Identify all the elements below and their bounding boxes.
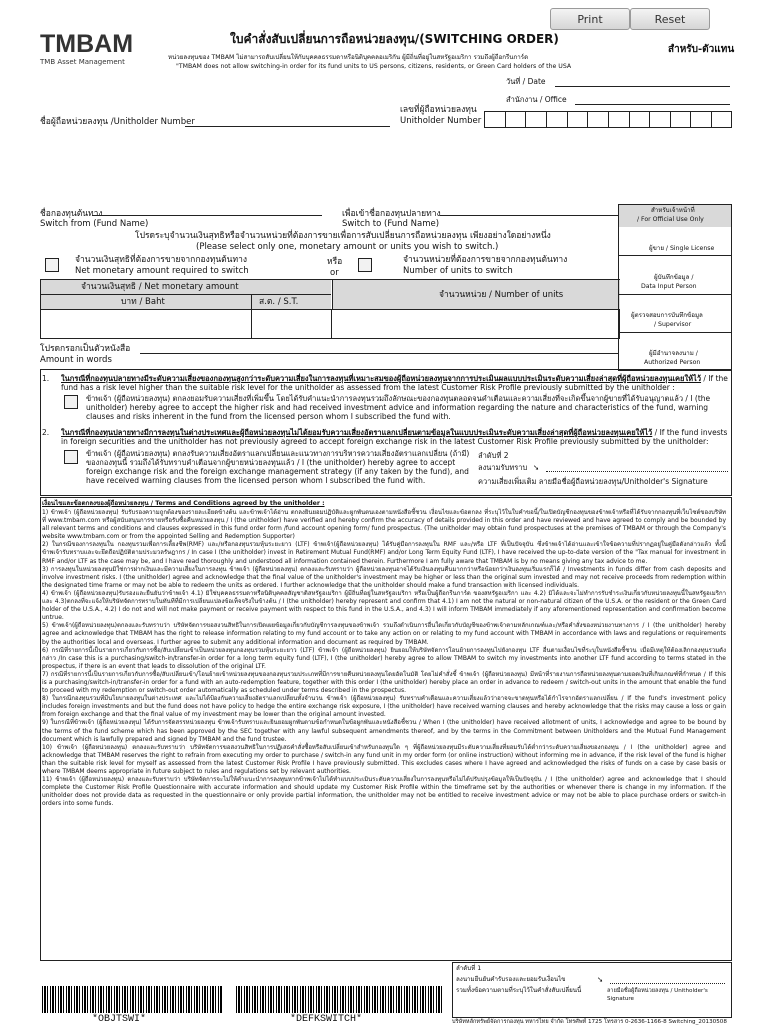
words-label-th: โปรดกรอกเป็นตัวหนังสือ — [40, 344, 131, 354]
risk-signature-order: ลำดับที่ 2 — [478, 451, 509, 460]
units-checkbox[interactable] — [358, 258, 372, 272]
brand-logo: TMBAM — [40, 30, 134, 58]
date-field[interactable] — [555, 86, 730, 87]
term-8: 8) ในกรณีกองทุนรวมที่มีนโยบายลงทุนในต่างประเทศ และไม่ได้ป้องกันความเสี่ยงอัตราแลกเปลี่ยนทั้งจำนวน ข้าพเจ้า (ผู้ถือหน่วยลงทุน) รับทราบคำเตือนและความเสี่ยงแล้วว่าอาจจะขาดทุนหรือได้กำไรจากอัตราแลกเปลี่ยน / If the fund's investment policy includes foreign investments and but the fund does not have policy to hedge the entire exchange risk exposure, I (the unitholder) have received warning clauses and hereby acknowledge that the risks may cause a loss or gain from foreign exchange and that the final value of my investment may be lower than the original amount invested. — [42, 695, 726, 719]
final-signature-order: ลำดับที่ 1 — [456, 965, 482, 972]
term-9: 9) ในกรณีที่ข้าพเจ้า (ผู้ถือหน่วยลงทุน) ได้รับการจัดสรรหน่วยลงทุน ข้าพเจ้ารับทราบและยินยอมผูกพันตามข้อกำหนดในข้อผูกพันและหนังสือชี้ชวน / When I (the unitholder) have received allotment of units, I acknowledge and agree to be bound by the terms of the fund scheme which has been approved by the SEC together with any lawful subsequent amendments thereof, and by the terms in the Commitment between Unitholders and the Mutual Fund Management document which is lawfully prepared and signed by TMBAM and the fund trustee. — [42, 719, 726, 743]
unitholder-name-field[interactable] — [185, 126, 390, 127]
official-use-box — [618, 204, 732, 371]
or-label-en: or — [330, 268, 339, 278]
risk-2-number: 2. — [42, 428, 50, 437]
risk-2-head: ในกรณีที่กองทุนปลายทางมีการลงทุนในต่างประเทศและผู้ถือหน่วยลงทุนไม่ได้ยอมรับความเสี่ยงอัตราแลกเปลี่ยนตามข้อมูลในแบบประเมินระดับความเสี่ยงล่าสุดที่ผู้ถือหน่วยลงทุนเคยให้ไว้ — [61, 428, 653, 437]
copy-label: สำหรับ-ตัวแทน — [668, 44, 735, 55]
term-7: 7) กรณีที่รายการนี้เป็นรายการเกี่ยวกับการซื้อ/สับเปลี่ยนเข้า/โอนย้ายเข้าหน่วยลงทุนของกองทุนรวมประเภทที่มีการขายคืนหน่วยลงทุนโดยอัตโนมัติ โดยไม่คำสั่งชี้ ข้าพเจ้า (ผู้ถือหน่วยลงทุน) มีหน้าที่รายงานการถือหน่วยลงทุนตามยอดเงินที่เกินเกณฑ์ที่กำหนด / If this is a purchasing/switch-in/transfer-in order for a fund with an auto-redemption feature, together with this order I (the unitholder) hereby place an order in advance to redeem / switch-out units in the amount that enable the fund to proceed with my redemption or switch-out order automatically as scheduled under terms described in the prospectus. — [42, 670, 726, 695]
net-amount-label-en: Net monetary amount required to switch — [75, 266, 249, 276]
term-6: 6) กรณีที่รายการนี้เป็นรายการเกี่ยวกับการซื้อ/สับเปลี่ยนเข้าเป็นหน่วยลงทุนกองทุนรวมหุ้นระยะยาว (LTF) ข้าพเจ้า (ผู้ถือหน่วยลงทุน) ยินยอมให้บริษัทจัดการโอนย้ายการลงทุนไปยังกองทุน LTF อื่นตามเงื่อนไขที่ระบุในหนังสือชี้ชวน เมื่อมีเหตุให้ต้องเลิกกองทุนรวมดังกล่าว /In case this is a purchasing/switch-in/transfer-in order for a long term equity fund (LTF), I (the unitholder) hereby agree to allow TMBAM to switch my investments into another LTF fund according to terms stated in the prospectus, if there is an event that leads to dissolution of the original LTF. — [42, 646, 726, 670]
barcode-objtswi-text: *OBJTSWI* — [92, 1014, 147, 1025]
final-arrow-icon: ➘ — [597, 975, 604, 984]
units-header: จำนวนหน่วย / Number of units — [439, 290, 564, 300]
st-input[interactable] — [252, 310, 331, 338]
words-field[interactable] — [140, 353, 618, 354]
supervisor-label-th: ผู้ตรวจสอบการบันทึกข้อมูล — [631, 312, 703, 319]
term-3: 3) การลงทุนในหน่วยลงทุนมิใช่การฝากเงินและมีความเสี่ยงในการลงทุน ข้าพเจ้า (ผู้ถือหน่วยลงทุน) ตกลงและรับทราบว่า ผู้ถือหน่วยลงทุนอาจได้รับเงินลงทุนคืนมากกว่าหรือน้อยกว่าเงินลงทุนเริ่มแรกก็ได้ / Investments in funds differ from cash deposits and involve investment risks. I (the unitholder) agree and acknowledge that the final value of the unitholder's investment may be higher or less than the original sum invested and may not receive proceeds from redemption within the designated time frame or may not be able to redeem the units as ordered. I further acknowledge that the unitholder should make a fund transaction with licensed individuals. — [42, 565, 726, 589]
baht-input[interactable] — [41, 310, 251, 338]
unitholder-number-field[interactable] — [484, 111, 732, 128]
unitholder-name-label: ชื่อผู้ถือหน่วยลงทุน /Unitholder Number — [40, 117, 195, 127]
final-signature-line1: ลงนามยืนยันคำรับรองและยอมรับเงื่อนไข — [456, 976, 566, 983]
risk-signature-ack: ลงนามรับทราบ — [478, 463, 528, 472]
instruction-en: (Please select only one, monetary amount or units you wish to switch.) — [196, 242, 499, 252]
risk-2-ack: ข้าพเจ้า (ผู้ถือหน่วยลงทุน) ตกลงรับความเสี่ยงอัตราแลกเปลี่ยนและแนวทางการบริหารความเสี่ยงอัตราแลกเปลี่ยน (ถ้ามี) ของกองทุนนี้ รวมถึงได้รับทราบคำเตือนจากผู้ขายหน่วยลงทุนแล้ว / I (the unitholder) hereby agree to accept foreign exchange risk and the foreign exchange management strategy (if any taken by the fund), and have received warning clauses from the licensed person whom I subscribed the fund with. — [86, 449, 470, 485]
st-header: ส.ต. / S.T. — [259, 297, 299, 307]
arrow-icon: ➘ — [533, 463, 540, 472]
terms-title: เงื่อนไขและข้อตกลงของผู้ถือหน่วยลงทุน / Terms and Conditions agreed by the unitholder : — [42, 500, 325, 507]
term-10: 10) ข้าพเจ้า (ผู้ถือหน่วยลงทุน) ตกลงและรับทราบว่า บริษัทจัดการขอสงวนสิทธิในการปฏิเสธคำสั่งซื้อหรือสับเปลี่ยนเข้าสำหรับกองทุนใด ๆ ที่ผู้ถือหน่วยลงทุนมีระดับความเสี่ยงที่ยอมรับได้ต่ำกว่าระดับความเสี่ยงของกองทุน / I (the unitholder) agree and acknowledge that TMBAM reserves the right to refrain from executing my order to purchase / switch-in any fund unit in my order form (or online instruction) without informing me in advance, if the risk level of the fund is higher than the suitable risk level for myself as assessed from the latest Customer Risk Profile I have previously submitted. This excludes cases where I have agreed and acknowledged the risks of funds on a case by case basis or where TMBAM deems appropriate in future subject to rules and regulations set by relevant authorities. — [42, 743, 726, 775]
risk-2-en: / If the fund invests in foreign securities and the unitholder has not previously agreed to accept foreign exchange risk in the latest Customer Risk Profile previously submitted by the unitholder: — [61, 428, 728, 446]
single-license-label: ผู้ขาย / Single License — [649, 245, 715, 252]
units-label-th: จำนวนหน่วยที่ต้องการขายจากกองทุนต้นทาง — [403, 255, 568, 265]
risk-2-checkbox[interactable] — [64, 450, 78, 464]
official-use-title: สำหรับเจ้าหน้าที่ — [651, 207, 695, 214]
term-11: 11) ข้าพเจ้า (ผู้ถือหน่วยลงทุน) ตกลงและรับทราบว่า บริษัทจัดการจะไม่ให้คำแนะนำการลงทุนหากข้าพเจ้าไม่ได้ทำแบบประเมินระดับความเสี่ยงในการลงทุนหรือไม่ได้ปรับปรุงข้อมูลให้เป็นปัจจุบัน / I (the unitholder) agree and acknowledge that I should complete the Customer Risk Profile Questionnaire with accurate information and should update my Customer Risk Profile within the timeframe set by the authorities or whenever there is change in my information. If the unitholder does not provide data as requested in the questionnaire or only provide partial information, the unitholder may not be entitled to receive investment advice or may not be able to place purchase orders or switch-in orders into some funds. — [42, 776, 726, 808]
company-footer: บริษัทหลักทรัพย์จัดการกองทุน ทหารไทย จำกัด โทรศัพท์ 1725 โทรสาร 0-2636-1166-8 Switching_20130508 — [452, 1019, 727, 1025]
units-label-en: Number of units to switch — [403, 266, 513, 276]
barcode-defkswitch — [236, 986, 444, 1013]
final-signature-field[interactable] — [610, 983, 725, 984]
net-amount-header: จำนวนเงินสุทธิ / Net monetary amount — [81, 282, 239, 292]
unitholder-number-label-en: Unitholder Number — [400, 116, 482, 126]
term-1: 1) ข้าพเจ้า (ผู้ถือหน่วยลงทุน) รับรับรองความถูกต้องของรายละเอียดข้างต้น และข้าพเจ้าได้อ่าน ตกลงยินยอมปฏิบัติและผูกพันตนเองตามหนังสือชี้ชวน เงื่อนไขและข้อตกลง ที่ระบุไว้ในใบคำขอนี้/ในเปิดบัญชีกองทุนของข้าพเจ้าหรือที่ได้รับจากกองทุนที่เว็บไซต์ของบริษัท ที่ www.tmbam.com หรือผู้สนับสนุนการขายหรือรับซื้อคืนหน่วยลงทุน / I (the unitholder) have verified and hereby confirm the accuracy of details provided in this order and have reviewed and have agreed to comply and be bounded by all relevant terms and conditions and clauses expressed in this fund order form /fund account opening form/ fund prospectus. (The unitholder may obtain fund prospectuses at the premises of TMBAM or through the Company's website www.tmbam.com or from the appointed Selling and Redemption Supporter) — [42, 509, 726, 541]
data-input-label-th: ผู้บันทึกข้อมูล / — [654, 274, 694, 281]
words-label-en: Amount in words — [40, 355, 112, 365]
barcode-defkswitch-text: *DEFKSWITCH* — [290, 1014, 363, 1025]
switch-from-label: ชื่อกองทุนต้นทาง Switch from (Fund Name) — [40, 209, 149, 229]
unitholder-number-label-th: เลขที่ผู้ถือหน่วยลงทุน — [400, 105, 477, 115]
brand-subtitle: TMB Asset Management — [40, 58, 125, 66]
barcode-objtswi — [42, 986, 222, 1013]
risk-1-en: / If the fund has a risk level higher than the suitable risk level for the unitholder as assessed from the latest Customer Risk Profile previously submitted by the unitholder : — [61, 374, 728, 392]
us-notice-en: "TMBAM does not allow switching-in order for its fund units to US persons, citizens, residents, or Green Card holders of the USA — [176, 63, 572, 70]
form-title: ใบคำสั่งสับเปลี่ยนการถือหน่วยลงทุน/(SWITCHING ORDER) — [230, 32, 559, 46]
final-signature-label: ลายมือชื่อผู้ถือหน่วยลงทุน / Unitholder's Signature — [607, 988, 708, 1002]
authorized-label-th: ผู้มีอำนาจลงนาม / — [649, 350, 698, 357]
net-amount-label-th: จำนวนเงินสุทธิที่ต้องการขายจากกองทุนต้นทาง — [75, 255, 247, 265]
supervisor-label-en: / Supervisor — [654, 321, 692, 328]
terms-list — [42, 509, 726, 808]
risk-signature-field[interactable] — [546, 471, 728, 472]
date-label: วันที่ / Date — [506, 77, 546, 86]
risk-1-checkbox[interactable] — [64, 395, 78, 409]
risk-1-text — [61, 374, 729, 392]
official-use-sub: / For Official Use Only — [637, 216, 704, 223]
switch-from-field[interactable] — [92, 215, 322, 216]
term-5: 5) ข้าพเจ้า(ผู้ถือหน่วยลงทุน)ตกลงและรับทราบว่า บริษัทจัดการขอสงวนสิทธิในการเปิดเผยข้อมูลเกี่ยวกับบัญชีการลงทุนของข้าพเจ้า รวมถึงดำเนินการอื่นใดเกี่ยวกับบัญชีของข้าพเจ้าตามหลักเกณฑ์และ/หรือคำสั่งของหน่วยงานทางการ / I (the unitholder) hereby agree and acknowledge that TMBAM has the right to release information relating to my fund account or to take any action on or relating to my fund account with TMBAM in accordance with laws and regulations or requirements by the authorities local and overseas. I further agree to submit any additional information and document as required by TMBAM. — [42, 622, 726, 646]
units-input[interactable] — [332, 310, 619, 338]
risk-signature-label: ความเสี่ยงเพิ่มเติม ลายมือชื่อผู้ถือหน่วยลงทุน/Unitholder's Signature — [478, 477, 708, 486]
amount-table — [40, 279, 620, 339]
final-signature-line2: รวมทั้งข้อความตามที่ระบุไว้ในคำสั่งสับเปลี่ยนนี้ — [456, 987, 582, 994]
us-notice-th: หน่วยลงทุนของ TMBAM ไม่สามารถสับเปลี่ยนให้กับบุคคลธรรมดาหรือนิติบุคคลอเมริกัน ผู้มีถิ่นที่อยู่ในสหรัฐอเมริกา รวมถึงผู้ถือกรีนการ์ด — [168, 54, 529, 61]
risk-1-number: 1. — [42, 374, 50, 383]
reset-button[interactable]: Reset — [630, 8, 710, 30]
term-2: 2) ในกรณีของการลงทุนใน กองทุนรวมเพื่อการเลี้ยงชีพ(RMF) และ/หรือกองทุนรวมหุ้นระยะยาว (LTF) ข้าพเจ้า(ผู้ถือหน่วยลงทุน) ได้รับคู่มือการลงทุนใน RMF และ/หรือ LTF ที่เป็นปัจจุบัน ซึ่งข้าพเจ้าได้อ่านและเข้าใจข้อความที่ปรากฏอยู่ในคู่มือดังกล่าวแล้ว ทั้งนี้ ข้าพเจ้ารับทราบและจะยึดถือปฏิบัติตามประมวลรัษฎากร / In case I (the unitholder) invest in Retirement Mutual Fund(RMF) and/or Long Term Equity Fund (LTF), I have received the up-to-date version of the "Tax manual for investment in RMF and/or LTF as the case may be, and I have read thoroughly and understood all information contained therein. Furthermore I am fully aware that TMBAM is by no means giving any tax advice to me. — [42, 541, 726, 565]
risk-2-text — [61, 428, 729, 446]
switch-to-label-th: เพื่อเข้าชื่อกองทุนปลายทาง — [342, 209, 441, 219]
instruction-th: โปรดระบุจำนวนเงินสุทธิหรือจำนวนหน่วยที่ต้องการขายเพื่อการสับเปลี่ยนการถือหน่วยลงทุน เพียงอย่างใดอย่างหนึ่ง — [135, 231, 551, 241]
risk-1-head: ในกรณีที่กองทุนปลายทางมีระดับความเสี่ยงของกองทุนสูงกว่าระดับความเสี่ยงในการลงทุนที่เหมาะสมของผู้ถือหน่วยลงทุนจากการประเมินผลแบบประเมินระดับความเสี่ยงล่าสุดที่ผู้ถือหน่วยลงทุนเคยให้ไว้ — [61, 374, 702, 383]
office-label: สำนักงาน / Office — [506, 95, 567, 104]
or-label-th: หรือ — [327, 257, 343, 267]
risk-1-ack: ข้าพเจ้า (ผู้ถือหน่วยลงทุน) ตกลงยอมรับความเสี่ยงที่เพิ่มขึ้น โดยได้รับคำแนะนำการลงทุนรวมถึงลักษณะของกองทุนตลอดจนคำเตือนและความเสี่ยงที่จะเกิดขึ้นจากผู้ขายที่ได้รับอนุญาตแล้ว / I (the unitholder) hereby agree to accept the higher risk and had received investment advice and information regarding the nature and characteristics of the fund, warning clauses and risks inherent in the fund from the licensed person whom I subscribed the fund with. — [86, 394, 711, 421]
term-4: 4) ข้าพเจ้า (ผู้ถือหน่วยลงทุน)รับรองและยืนยันว่าข้าพเจ้า 4.1) มิใช่บุคคลธรรมดาหรือนิติบุคคลสัญชาติสหรัฐอเมริกา ผู้มีถิ่นที่อยู่ในสหรัฐอเมริกา หรือเป็นผู้ถือกรีนการ์ด ของสหรัฐอเมริกา และ 4.2) มิได้และจะไม่ทำการรับชำระเงินเกี่ยวกับหน่วยลงทุนนี้ในสหรัฐอเมริกา และ 4.3)ตกลงที่จะแจ้งให้บริษัทจัดการทราบในทันทีที่มีการเปลี่ยนแปลงข้อเท็จจริงในข้างต้น / I (the unitholder) hereby represent and confirm that 4.1) I am not the natural or non-natural citizen of the U.S.A. or the resident or the Green Card holder of the U.S.A., 4.2) I do not and will not make payment or receive payment with respect to this fund in the U.S.A., and 4.3) I will inform TMBAM immediately if any aforementioned representation and confirmation become untrue. — [42, 589, 726, 622]
data-input-label-en: Data Input Person — [641, 283, 697, 290]
net-amount-checkbox[interactable] — [45, 258, 59, 272]
office-field[interactable] — [575, 104, 730, 105]
print-button[interactable]: Print — [550, 8, 630, 30]
switch-to-label-en: Switch to (Fund Name) — [342, 219, 440, 229]
switch-to-field[interactable] — [440, 215, 618, 216]
baht-header: บาท / Baht — [121, 297, 165, 307]
authorized-label-en: Authorized Person — [644, 359, 701, 366]
